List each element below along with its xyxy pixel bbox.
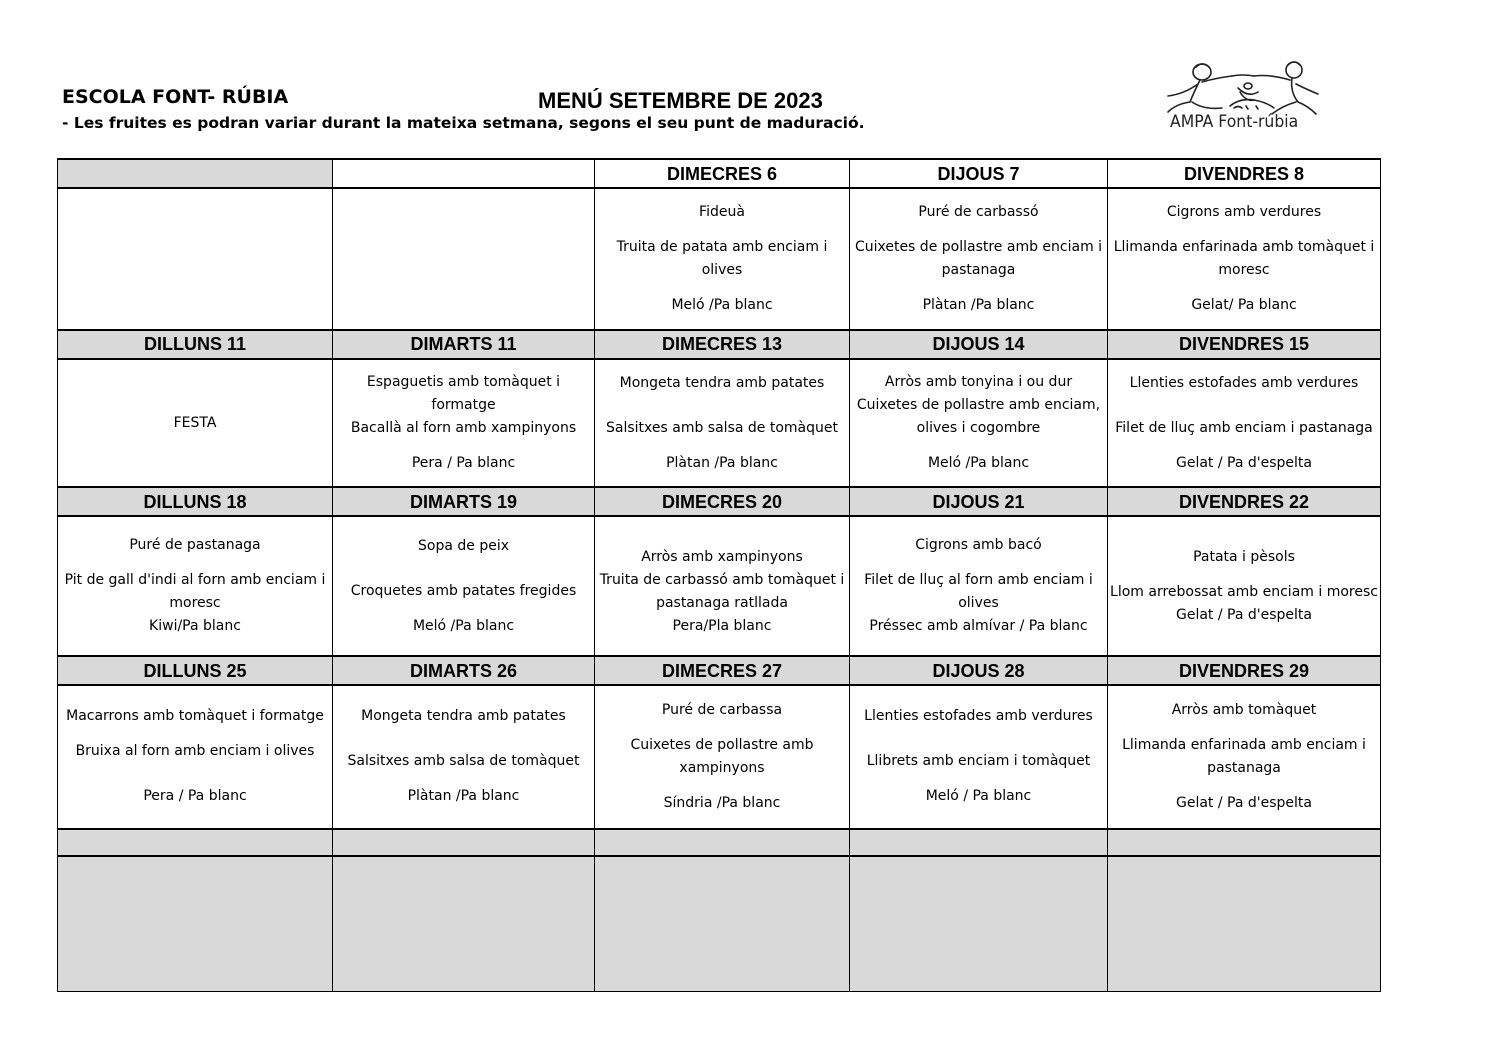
empty-cell: [58, 856, 333, 992]
dessert: Meló / Pa blanc: [925, 788, 1032, 805]
empty-cell: [333, 188, 595, 330]
day-header: DIMARTS 26: [333, 656, 595, 685]
second-course: Bacallà al forn amb xampinyons: [350, 420, 577, 437]
meal-cell: [595, 188, 850, 330]
day-header: [58, 829, 333, 856]
first-course: Llenties estofades amb verdures: [1129, 374, 1359, 391]
first-course: Cigrons amb verdures: [1166, 203, 1322, 220]
day-header: DILLUNS 11: [58, 330, 333, 359]
day-header: DIVENDRES 15: [1108, 330, 1381, 359]
meal-cell: [850, 516, 1108, 656]
meal-cell: [595, 516, 850, 656]
week3-meals-row: [58, 516, 1381, 656]
meal-cell: [1108, 359, 1381, 488]
day-header: [58, 159, 333, 188]
first-course: Puré de carbassa: [661, 701, 783, 718]
day-header: DIVENDRES 29: [1108, 656, 1381, 685]
first-course: Puré de pastanaga: [129, 537, 261, 554]
meal-cell: [850, 188, 1108, 330]
day-header: DIMECRES 20: [595, 487, 850, 516]
empty-cell: [1108, 856, 1381, 992]
meal-cell: [58, 685, 333, 829]
day-header: DIJOUS 28: [850, 656, 1108, 685]
second-course: Truita de patata amb enciam i olives: [616, 238, 828, 278]
week4-header-row: [58, 656, 1381, 685]
meal-cell: [595, 359, 850, 488]
second-course: Cuixetes de pollastre amb xampinyons: [630, 736, 814, 776]
first-course: Mongeta tendra amb patates: [619, 374, 825, 391]
week1-header-row: [58, 159, 1381, 188]
first-course: Mongeta tendra amb patates: [361, 708, 566, 725]
first-course: Espaguetis amb tomàquet i formatge: [366, 374, 561, 414]
dessert: Gelat/ Pa blanc: [1191, 296, 1297, 313]
second-course: Cuixetes de pollastre amb enciam i pastanaga: [854, 238, 1103, 278]
day-header: DIMECRES 27: [595, 656, 850, 685]
week4-meals-row: [58, 685, 1381, 829]
day-header: DIJOUS 21: [850, 487, 1108, 516]
day-header: DILLUNS 25: [58, 656, 333, 685]
second-course: Truita de carbassó amb tomàquet i pastanaga ratllada: [599, 572, 845, 612]
empty-cell: [58, 188, 333, 330]
dessert: Préssec amb almívar / Pa blanc: [869, 618, 1088, 635]
first-course: Arròs amb tonyina i ou dur: [884, 374, 1073, 391]
day-header: DIVENDRES 8: [1108, 159, 1381, 188]
week2-meals-row: [58, 359, 1381, 488]
meal-cell: [850, 359, 1108, 488]
first-course: Cigrons amb bacó: [915, 537, 1042, 554]
day-header: [595, 829, 850, 856]
dessert: Gelat / Pa d'espelta: [1176, 606, 1312, 623]
first-course: Arròs amb xampinyons: [641, 549, 803, 566]
day-header: [850, 829, 1108, 856]
dessert: Gelat / Pa d'espelta: [1176, 794, 1312, 811]
dessert: Pera / Pa blanc: [143, 788, 247, 805]
day-header: DIMARTS 11: [333, 330, 595, 359]
meal-cell: [1108, 188, 1381, 330]
dessert: Meló /Pa blanc: [412, 617, 515, 634]
day-header: [333, 829, 595, 856]
week1-meals-row: [58, 188, 1381, 330]
day-header: DIMECRES 6: [595, 159, 850, 188]
menu-table: [57, 158, 1381, 992]
fruit-note: - Les fruites es podran variar durant la mateixa setmana, segons el seu punt de maduració.: [62, 114, 865, 132]
meal-cell: [333, 685, 595, 829]
week2-header-row: [58, 330, 1381, 359]
dessert: Síndria /Pa blanc: [663, 794, 781, 811]
day-header: DIJOUS 7: [850, 159, 1108, 188]
second-course: Salsitxes amb salsa de tomàquet: [347, 753, 580, 770]
second-course: Bruixa al forn amb enciam i olives: [75, 743, 315, 760]
first-course: Sopa de peix: [418, 537, 509, 554]
empty-cell: [595, 856, 850, 992]
week3-header-row: [58, 487, 1381, 516]
meal-cell: [595, 685, 850, 829]
first-course: Macarrons amb tomàquet i formatge: [66, 708, 324, 725]
dessert: Pera/Pla blanc: [672, 618, 772, 635]
dessert: Gelat / Pa d'espelta: [1176, 454, 1312, 471]
day-header: DIMECRES 13: [595, 330, 850, 359]
ampa-logo-text: AMPA Font-rúbia: [1170, 112, 1299, 132]
dessert: Plàtan /Pa blanc: [407, 788, 520, 805]
dessert: Kiwi/Pa blanc: [149, 618, 241, 635]
page-title: MENÚ SETEMBRE DE 2023: [538, 88, 823, 113]
empty-cell: [850, 856, 1108, 992]
second-course: Salsitxes amb salsa de tomàquet: [606, 419, 838, 436]
second-course: Llom arrebossat amb enciam i moresc: [1110, 583, 1378, 600]
meal-cell: [1108, 685, 1381, 829]
first-course: Puré de carbassó: [918, 203, 1039, 220]
second-course: Filet de lluç amb enciam i pastanaga: [1115, 419, 1373, 436]
day-header: DIVENDRES 22: [1108, 487, 1381, 516]
dessert: Pera / Pa blanc: [411, 455, 516, 472]
empty-cell: [333, 856, 595, 992]
meal-cell: [1108, 516, 1381, 656]
school-name: ESCOLA FONT- RÚBIA: [62, 86, 289, 108]
first-course: Llenties estofades amb verdures: [864, 708, 1093, 725]
second-course: Llibrets amb enciam i tomàquet: [866, 753, 1091, 770]
second-course: Filet de lluç al forn amb enciam i olives: [864, 572, 1093, 612]
day-header: [333, 159, 595, 188]
day-header: DIMARTS 19: [333, 487, 595, 516]
meal-cell: [333, 359, 595, 488]
meal-cell: [850, 685, 1108, 829]
first-course: Fideuà: [699, 203, 745, 220]
second-course: Llimanda enfarinada amb tomàquet i moresc: [1113, 238, 1375, 278]
day-header: [1108, 829, 1381, 856]
second-course: Cuixetes de pollastre amb enciam, olives i cogombre: [856, 397, 1101, 437]
day-header: DIJOUS 14: [850, 330, 1108, 359]
meal-cell: [58, 516, 333, 656]
dessert: Plàtan /Pa blanc: [922, 296, 1035, 313]
second-course: Llimanda enfarinada amb enciam i pastanaga: [1122, 736, 1366, 776]
dessert: Meló /Pa blanc: [671, 296, 773, 313]
second-course: Pit de gall d'indi al forn amb enciam i moresc: [64, 572, 326, 612]
meal-cell: [333, 516, 595, 656]
dessert: Plàtan /Pa blanc: [666, 454, 778, 471]
meal-cell: [58, 359, 333, 488]
second-course: Croquetes amb patates fregides: [350, 582, 577, 599]
dessert: Meló /Pa blanc: [927, 455, 1030, 472]
first-course: Arròs amb tomàquet: [1171, 701, 1317, 718]
holiday-label: FESTA: [173, 414, 217, 431]
day-header: DILLUNS 18: [58, 487, 333, 516]
week5-meals-row: [58, 856, 1381, 992]
week5-header-row: [58, 829, 1381, 856]
first-course: Patata i pèsols: [1193, 548, 1295, 565]
